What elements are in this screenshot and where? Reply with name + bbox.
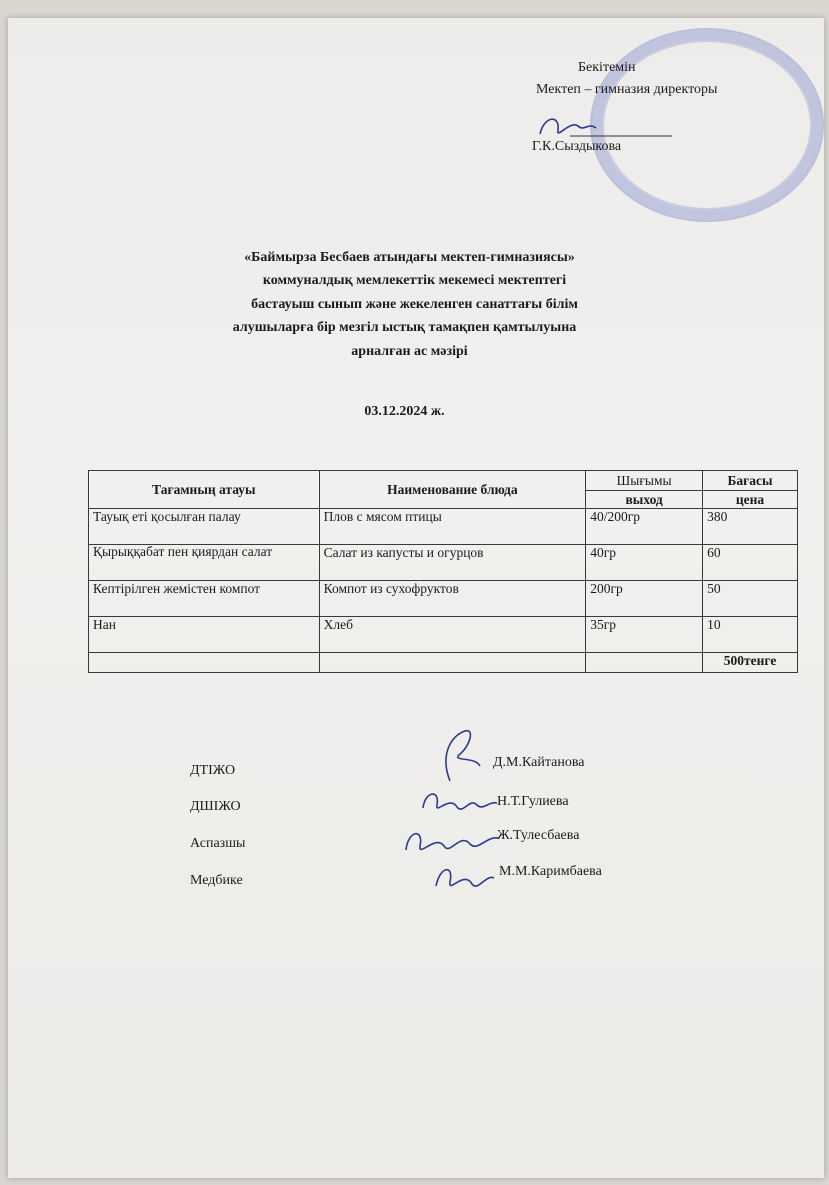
table-row xyxy=(89,617,798,653)
total-price: 500тенге xyxy=(703,653,798,673)
header-name-ru: Наименование блюда xyxy=(319,471,586,509)
cell-name-ru: Компот из сухофруктов xyxy=(319,581,586,617)
table-row xyxy=(89,545,798,581)
cell-name-kz: Тауық еті қосылған палау xyxy=(89,509,320,545)
cell-price: 50 xyxy=(703,581,798,617)
handwritten-signature-icon xyxy=(428,856,498,903)
cell-yield: 200гр xyxy=(586,581,703,617)
cell-yield: 40гр xyxy=(586,545,703,581)
table-header-row xyxy=(89,471,798,491)
cell-name-kz: Қырыққабат пен қиярдан салат xyxy=(89,545,320,581)
cell-yield: 35гр xyxy=(586,617,703,653)
signature-name: Н.Т.Гулиева xyxy=(497,794,569,809)
signature-name: М.М.Каримбаева xyxy=(499,864,602,879)
signature-name: Ж.Тулесбаева xyxy=(497,828,580,843)
table-row xyxy=(89,509,798,545)
signature-role: ДТІЖО xyxy=(190,763,236,778)
header-name-kz: Тағамның атауы xyxy=(89,471,320,509)
cell-name-ru: Салат из капусты и огурцов xyxy=(319,545,586,581)
cell-name-kz: Нан xyxy=(89,617,320,653)
approval-label: Бекітемін xyxy=(578,60,636,75)
signature-role: Аспазшы xyxy=(190,836,246,851)
director-name: Г.К.Сыздыкова xyxy=(532,139,622,154)
cell-price: 10 xyxy=(703,617,798,653)
title-line-4: алушыларға бір мезгіл ыстық тамақпен қамтылуына xyxy=(232,320,577,335)
cell-price: 380 xyxy=(703,509,798,545)
approval-position: Мектеп – гимназия директоры xyxy=(536,82,718,97)
signature-role: Медбике xyxy=(190,873,243,888)
header-yield-ru: выход xyxy=(586,491,703,509)
table-row xyxy=(89,581,798,617)
handwritten-signature-icon xyxy=(420,726,500,791)
cell-price: 60 xyxy=(703,545,798,581)
header-price-ru: цена xyxy=(703,491,798,509)
signature-role: ДШІЖО xyxy=(190,799,241,814)
title-line-1: «Баймырза Бесбаев атындағы мектеп-гимназиясы» xyxy=(244,250,575,265)
cell-name-kz: Кептірілген жемістен компот xyxy=(89,581,320,617)
table-total-row xyxy=(89,653,798,673)
cell-yield: 40/200гр xyxy=(586,509,703,545)
header-yield-kz: Шығымы xyxy=(586,471,703,491)
signature-name: Д.М.Кайтанова xyxy=(493,755,585,770)
header-price-kz: Бағасы xyxy=(703,471,798,491)
menu-table xyxy=(88,470,798,673)
title-line-2: коммуналдық мемлекеттік мекемесі мектептегі xyxy=(262,273,567,288)
menu-date: 03.12.2024 ж. xyxy=(364,404,445,419)
cell-name-ru: Плов с мясом птицы xyxy=(319,509,586,545)
title-line-3: бастауыш сынып және жекеленген санаттағы білім xyxy=(251,297,578,312)
cell-name-ru: Хлеб xyxy=(319,617,586,653)
title-line-5: арналған ас мәзірі xyxy=(351,344,468,359)
